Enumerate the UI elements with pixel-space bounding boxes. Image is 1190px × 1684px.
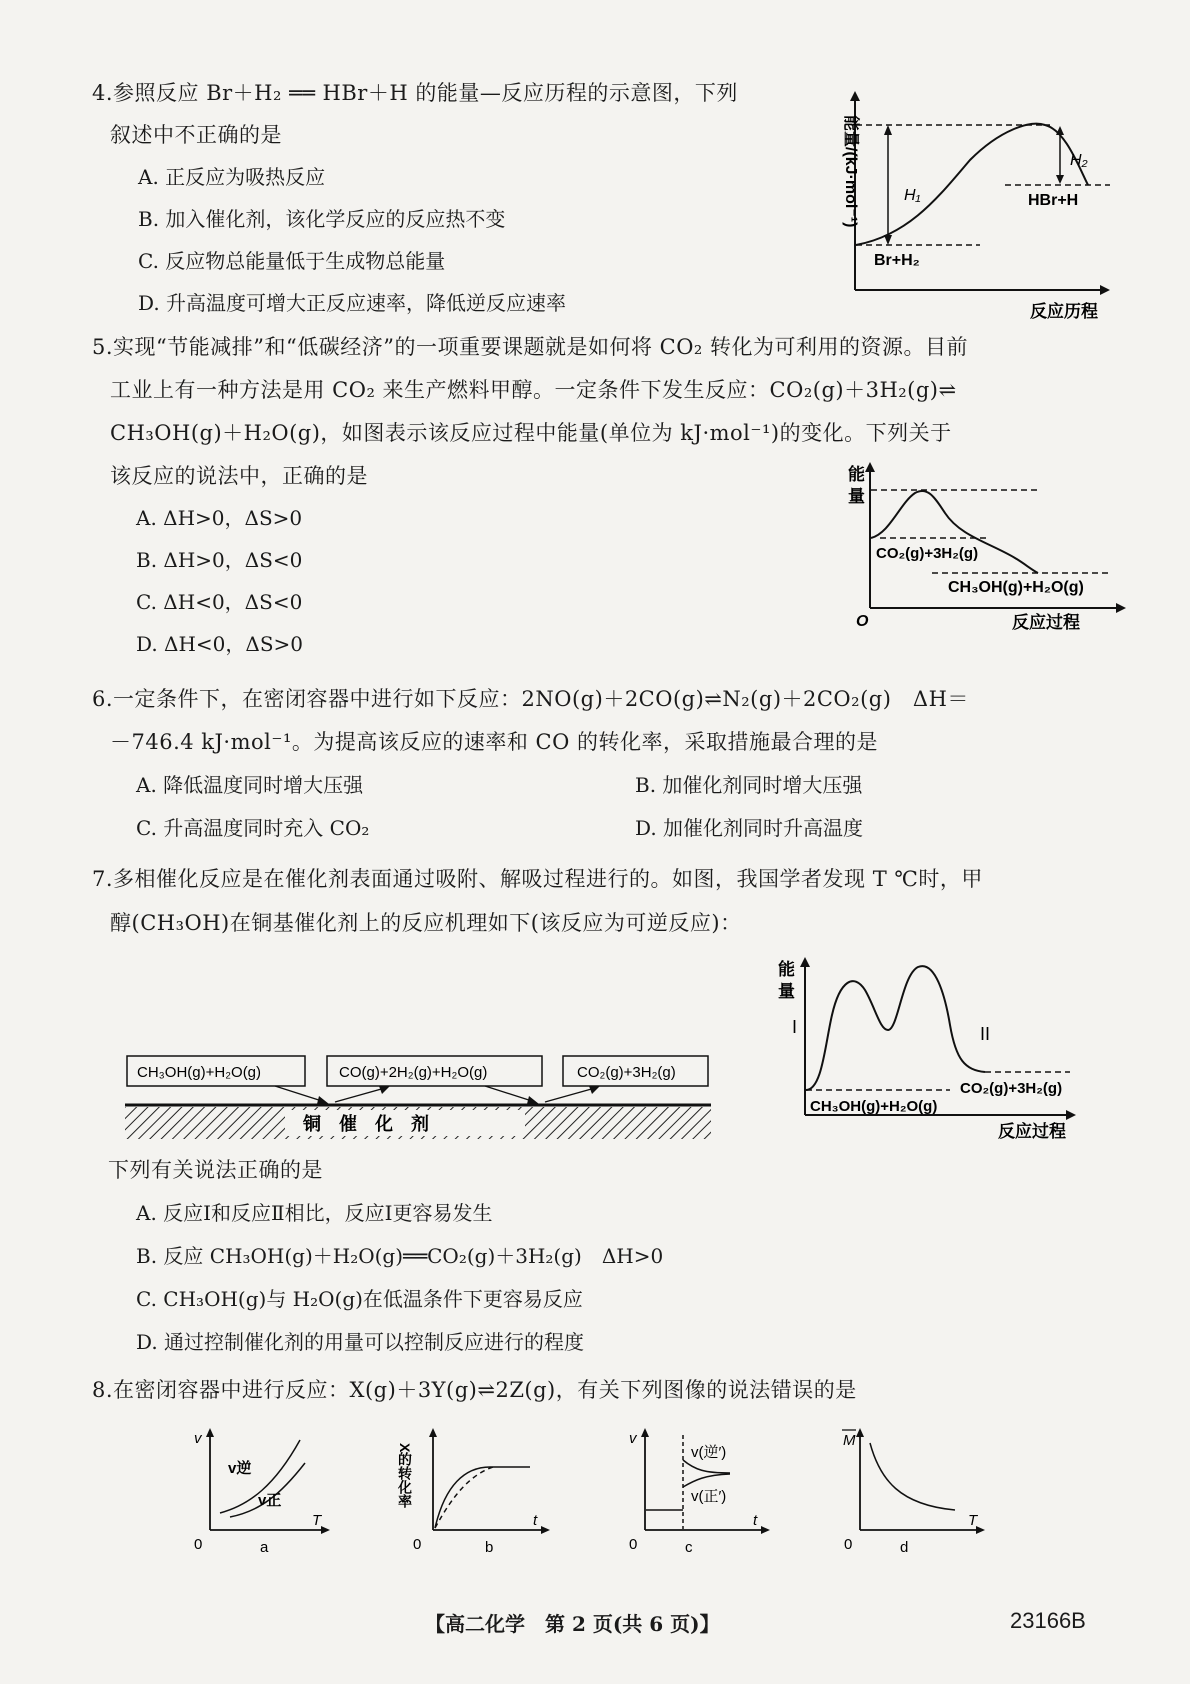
q6-stem-line1: 6.一定条件下，在密闭容器中进行如下反应：2NO(g)＋2CO(g)⇌N₂(g)＋2CO₂(g) ΔH＝ (92, 687, 969, 711)
q4-option-d: D. 升高温度可增大正反应速率，降低逆反应速率 (138, 291, 567, 315)
q7-catalyst-label: 铜 催 化 剂 (303, 1114, 429, 1134)
q7-label-ii: II (980, 1024, 991, 1044)
q5-option-b: B. ΔH>0，ΔS<0 (136, 548, 303, 572)
q8a-caption: a (260, 1539, 269, 1556)
q6-stem-line2: －746.4 kJ·mol⁻¹。为提高该反应的速率和 CO 的转化率，采取措施最合理的是 (110, 730, 879, 754)
q8b-y-label: X的转化率 (397, 1443, 413, 1509)
q5-stem-line1: 5.实现“节能减排”和“低碳经济”的一项重要课题就是如何将 CO₂ 转化为可利用的资源。目前 (92, 335, 969, 359)
q8c-origin: 0 (629, 1536, 638, 1553)
q6-option-a: A. 降低温度同时增大压强 (136, 773, 364, 797)
q4-h1-label: H₁ (904, 187, 921, 204)
q8d-origin: 0 (844, 1536, 853, 1553)
q7-stem-line2: 醇(CH₃OH)在铜基催化剂上的反应机理如下(该反应为可逆反应)： (110, 911, 742, 935)
q7-box-products: CO₂(g)+3H₂(g) (577, 1064, 676, 1081)
q8d-x-label: T (968, 1512, 978, 1529)
q7-option-d: D. 通过控制催化剂的用量可以控制反应进行的程度 (136, 1330, 585, 1354)
page-footer: 【高二化学 第 2 页(共 6 页)】 (425, 1612, 720, 1636)
q7-option-b: B. 反应 CH₃OH(g)＋H₂O(g)══CO₂(g)＋3H₂(g) ΔH>0 (136, 1244, 664, 1268)
q5-stem-line3: CH₃OH(g)＋H₂O(g)，如图表示该反应过程中能量(单位为 kJ·mol⁻¹)的变化。下列关于 (110, 421, 952, 445)
q5-stem-line4: 该反应的说法中，正确的是 (110, 464, 368, 488)
q7-prompt: 下列有关说法正确的是 (108, 1158, 323, 1182)
q8c-x-label: t (753, 1512, 758, 1529)
q7-box-reactants: CH₃OH(g)+H₂O(g) (137, 1064, 262, 1081)
q7-box-intermediate: CO(g)+2H₂(g)+H₂O(g) (339, 1064, 488, 1081)
q4-option-b: B. 加入催化剂，该化学反应的反应热不变 (138, 207, 506, 231)
q8a-x-label: T (312, 1512, 322, 1529)
q8b-caption: b (485, 1539, 494, 1556)
q4-energy-diagram (820, 85, 1120, 325)
q8d-caption: d (900, 1539, 909, 1556)
q7-x-axis-label: 反应过程 (998, 1122, 1066, 1141)
q5-products-label: CH₃OH(g)+H₂O(g) (948, 579, 1084, 596)
q5-origin-label: O (856, 613, 869, 630)
q7-y-label-1: 能 (778, 960, 795, 979)
q5-option-c: C. ΔH<0，ΔS<0 (136, 590, 303, 614)
q8-stem: 8.在密闭容器中进行反应：X(g)＋3Y(g)⇌2Z(g)，有关下列图像的说法错误的是 (92, 1378, 857, 1402)
q7-option-c: C. CH₃OH(g)与 H₂O(g)在低温条件下更容易反应 (136, 1287, 583, 1311)
q8a-origin: 0 (194, 1536, 203, 1553)
q8-graph-a (190, 1425, 335, 1555)
q5-stem-line2: 工业上有一种方法是用 CO₂ 来生产燃料甲醇。一定条件下发生反应：CO₂(g)＋3H₂(g)⇌ (110, 378, 957, 402)
q4-reactants-label: Br+H₂ (874, 252, 920, 269)
q8-graph-c (625, 1425, 775, 1555)
q5-reactants-label: CO₂(g)+3H₂(g) (876, 545, 979, 562)
q8c-y-label: v (629, 1430, 637, 1447)
q6-option-d: D. 加催化剂同时升高温度 (635, 816, 864, 840)
q8d-y-label: M (843, 1432, 856, 1449)
q8b-x-label: t (533, 1512, 538, 1529)
q8a-y-label: v (194, 1430, 202, 1447)
exam-code: 23166B (1010, 1608, 1086, 1633)
q7-reactants-label: CH₃OH(g)+H₂O(g) (810, 1098, 938, 1115)
q4-y-axis-label: 能量/(kJ·mol⁻¹) (842, 115, 859, 228)
q8-graph-b (397, 1425, 555, 1556)
q4-stem-line2: 叙述中不正确的是 (110, 123, 282, 147)
q5-option-d: D. ΔH<0，ΔS>0 (136, 632, 304, 656)
q8c-line1-label: v(逆′) (691, 1444, 727, 1461)
q4-stem-line1: 4.参照反应 Br＋H₂ ══ HBr＋H 的能量—反应历程的示意图，下列 (92, 81, 738, 105)
q7-label-i: I (792, 1017, 798, 1037)
q5-x-axis-label: 反应过程 (1012, 613, 1080, 632)
q5-y-label-1: 能 (848, 465, 865, 484)
q8c-line2-label: v(正′) (691, 1488, 727, 1505)
q4-x-axis-label: 反应历程 (1030, 302, 1098, 321)
q7-energy-diagram (770, 955, 1080, 1145)
q4-products-label: HBr+H (1028, 192, 1079, 209)
q5-energy-diagram (840, 458, 1130, 638)
q7-option-a: A. 反应Ⅰ和反应Ⅱ相比，反应Ⅰ更容易发生 (136, 1201, 493, 1225)
q7-products-label: CO₂(g)+3H₂(g) (960, 1080, 1063, 1097)
q8c-caption: c (685, 1539, 693, 1556)
q5-option-a: A. ΔH>0，ΔS>0 (136, 506, 303, 530)
q6-option-b: B. 加催化剂同时增大压强 (635, 773, 863, 797)
q5-y-label-2: 量 (848, 487, 865, 506)
q8b-origin: 0 (413, 1536, 422, 1553)
q4-option-c: C. 反应物总能量低于生成物总能量 (138, 249, 446, 273)
q7-stem-line1: 7.多相催化反应是在催化剂表面通过吸附、解吸过程进行的。如图，我国学者发现 T ℃时，甲 (92, 867, 983, 891)
q4-h2-label: H₂ (1070, 152, 1088, 169)
q8a-line1-label: v逆 (228, 1460, 252, 1477)
q7-mechanism-diagram (125, 1050, 715, 1140)
q8-graph-d (840, 1425, 990, 1555)
q6-option-c: C. 升高温度同时充入 CO₂ (136, 816, 370, 840)
q4-option-a: A. 正反应为吸热反应 (138, 165, 326, 189)
q8a-line2-label: v正 (258, 1492, 282, 1509)
q7-y-label-2: 量 (778, 982, 795, 1001)
